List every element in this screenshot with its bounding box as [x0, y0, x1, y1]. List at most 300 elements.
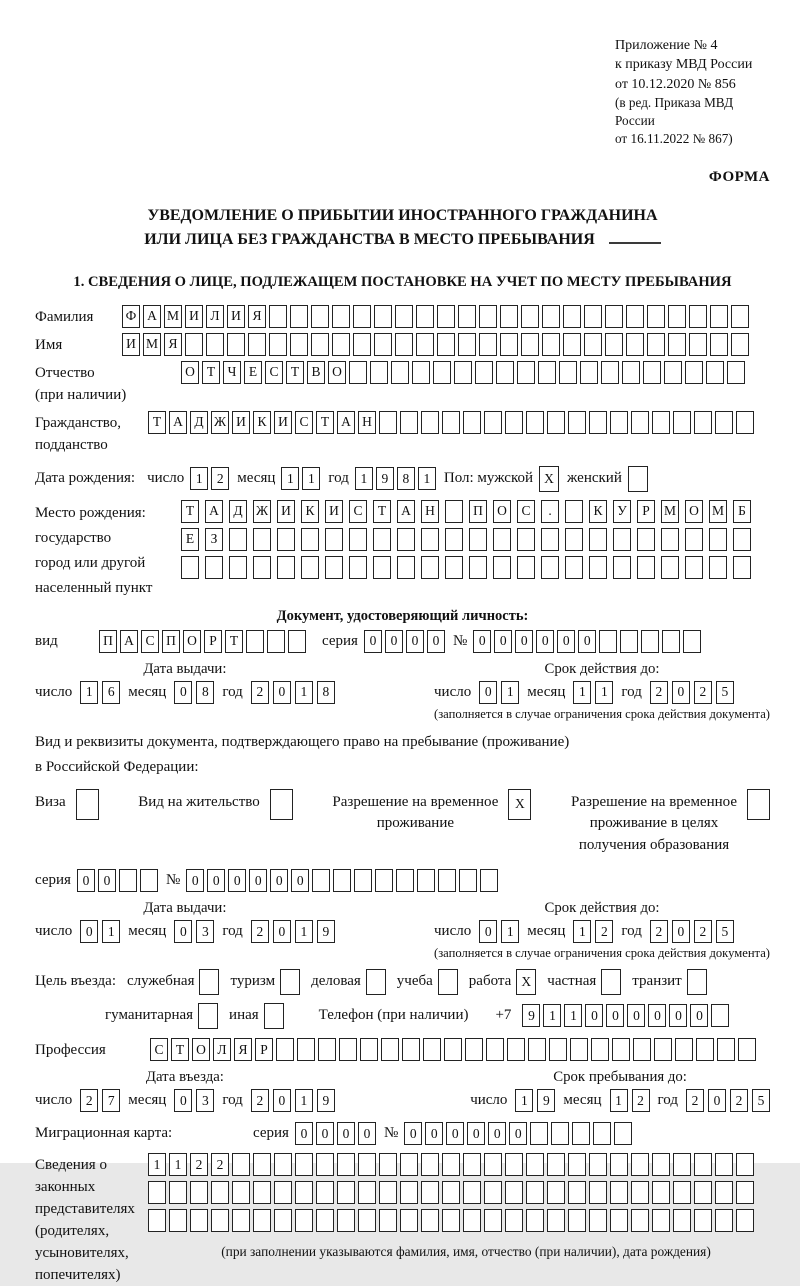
char-cell[interactable]: [301, 528, 319, 551]
char-cell[interactable]: [673, 1153, 691, 1176]
char-cell[interactable]: [358, 1153, 376, 1176]
char-cell[interactable]: [459, 869, 477, 892]
char-cell[interactable]: [232, 1153, 250, 1176]
char-cell[interactable]: 1: [295, 1089, 313, 1112]
char-cell[interactable]: Я: [248, 305, 266, 328]
char-cell[interactable]: 0: [174, 1089, 192, 1112]
char-cell[interactable]: 1: [169, 1153, 187, 1176]
char-cell[interactable]: [354, 869, 372, 892]
char-cell[interactable]: [486, 1038, 504, 1061]
char-cell[interactable]: [277, 528, 295, 551]
char-cell[interactable]: 2: [211, 467, 229, 490]
char-cell[interactable]: А: [205, 500, 223, 523]
char-cell[interactable]: 9: [537, 1089, 555, 1112]
char-cell[interactable]: С: [295, 411, 313, 434]
char-cell[interactable]: 1: [102, 920, 120, 943]
char-cell[interactable]: [421, 556, 439, 579]
char-cell[interactable]: [589, 1181, 607, 1204]
char-cell[interactable]: [505, 1181, 523, 1204]
char-cell[interactable]: 0: [479, 681, 497, 704]
char-cell[interactable]: Н: [358, 411, 376, 434]
char-cell[interactable]: [325, 556, 343, 579]
char-cell[interactable]: [694, 1209, 712, 1232]
char-cell[interactable]: [421, 1209, 439, 1232]
char-cell[interactable]: [205, 556, 223, 579]
char-cell[interactable]: [565, 528, 583, 551]
char-cell[interactable]: 0: [427, 630, 445, 653]
char-cell[interactable]: [325, 528, 343, 551]
char-cell[interactable]: [584, 333, 602, 356]
char-cell[interactable]: [465, 1038, 483, 1061]
char-cell[interactable]: [229, 556, 247, 579]
char-cell[interactable]: [227, 333, 245, 356]
char-cell[interactable]: [593, 1122, 611, 1145]
char-cell[interactable]: С: [141, 630, 159, 653]
char-cell[interactable]: [637, 528, 655, 551]
char-cell[interactable]: [661, 556, 679, 579]
char-cell[interactable]: К: [301, 500, 319, 523]
char-cell[interactable]: .: [541, 500, 559, 523]
char-cell[interactable]: [652, 1153, 670, 1176]
char-cell[interactable]: [400, 1181, 418, 1204]
char-cell[interactable]: 1: [573, 681, 591, 704]
char-cell[interactable]: [379, 1181, 397, 1204]
char-cell[interactable]: [253, 528, 271, 551]
char-cell[interactable]: [610, 1181, 628, 1204]
char-cell[interactable]: [647, 305, 665, 328]
char-cell[interactable]: 8: [317, 681, 335, 704]
char-cell[interactable]: [662, 630, 680, 653]
char-cell[interactable]: 1: [80, 681, 98, 704]
char-cell[interactable]: [731, 333, 749, 356]
char-cell[interactable]: И: [185, 305, 203, 328]
char-cell[interactable]: [731, 305, 749, 328]
char-cell[interactable]: [379, 1209, 397, 1232]
char-cell[interactable]: [253, 1181, 271, 1204]
char-cell[interactable]: 0: [479, 920, 497, 943]
char-cell[interactable]: [647, 333, 665, 356]
char-cell[interactable]: В: [307, 361, 325, 384]
char-cell[interactable]: [277, 556, 295, 579]
char-cell[interactable]: 0: [273, 1089, 291, 1112]
char-cell[interactable]: [458, 333, 476, 356]
char-cell[interactable]: [185, 333, 203, 356]
char-cell[interactable]: 0: [406, 630, 424, 653]
char-cell[interactable]: [668, 305, 686, 328]
char-cell[interactable]: [694, 1153, 712, 1176]
char-cell[interactable]: [526, 1181, 544, 1204]
checkbox-cell[interactable]: [199, 969, 219, 995]
char-cell[interactable]: 0: [509, 1122, 527, 1145]
char-cell[interactable]: 0: [585, 1004, 603, 1027]
char-cell[interactable]: Т: [373, 500, 391, 523]
char-cell[interactable]: [654, 1038, 672, 1061]
char-cell[interactable]: [631, 1209, 649, 1232]
char-cell[interactable]: М: [164, 305, 182, 328]
char-cell[interactable]: [267, 630, 285, 653]
char-cell[interactable]: [463, 411, 481, 434]
char-cell[interactable]: 0: [467, 1122, 485, 1145]
char-cell[interactable]: [517, 361, 535, 384]
char-cell[interactable]: [396, 869, 414, 892]
char-cell[interactable]: [715, 1209, 733, 1232]
char-cell[interactable]: [479, 333, 497, 356]
char-cell[interactable]: [711, 1004, 729, 1027]
char-cell[interactable]: [463, 1153, 481, 1176]
char-cell[interactable]: [547, 1181, 565, 1204]
char-cell[interactable]: [358, 1181, 376, 1204]
char-cell[interactable]: [526, 411, 544, 434]
char-cell[interactable]: 1: [418, 467, 436, 490]
char-cell[interactable]: 0: [207, 869, 225, 892]
char-cell[interactable]: [620, 630, 638, 653]
char-cell[interactable]: 0: [270, 869, 288, 892]
char-cell[interactable]: И: [232, 411, 250, 434]
char-cell[interactable]: [181, 556, 199, 579]
char-cell[interactable]: [589, 528, 607, 551]
char-cell[interactable]: [400, 411, 418, 434]
char-cell[interactable]: [442, 411, 460, 434]
char-cell[interactable]: [358, 1209, 376, 1232]
checkbox-cell[interactable]: [601, 969, 621, 995]
char-cell[interactable]: У: [613, 500, 631, 523]
char-cell[interactable]: 9: [317, 1089, 335, 1112]
char-cell[interactable]: [694, 411, 712, 434]
char-cell[interactable]: [715, 411, 733, 434]
char-cell[interactable]: [633, 1038, 651, 1061]
char-cell[interactable]: 1: [295, 681, 313, 704]
char-cell[interactable]: 0: [228, 869, 246, 892]
char-cell[interactable]: [673, 411, 691, 434]
char-cell[interactable]: А: [337, 411, 355, 434]
char-cell[interactable]: [373, 556, 391, 579]
char-cell[interactable]: [484, 1181, 502, 1204]
char-cell[interactable]: И: [325, 500, 343, 523]
checkbox-cell[interactable]: [366, 969, 386, 995]
char-cell[interactable]: 0: [473, 630, 491, 653]
char-cell[interactable]: С: [265, 361, 283, 384]
char-cell[interactable]: [484, 411, 502, 434]
char-cell[interactable]: Ф: [122, 305, 140, 328]
char-cell[interactable]: [421, 1181, 439, 1204]
char-cell[interactable]: 0: [186, 869, 204, 892]
char-cell[interactable]: [706, 361, 724, 384]
char-cell[interactable]: [421, 411, 439, 434]
char-cell[interactable]: 2: [686, 1089, 704, 1112]
char-cell[interactable]: 2: [650, 920, 668, 943]
char-cell[interactable]: Т: [225, 630, 243, 653]
char-cell[interactable]: [736, 1209, 754, 1232]
char-cell[interactable]: 8: [196, 681, 214, 704]
char-cell[interactable]: А: [397, 500, 415, 523]
char-cell[interactable]: [568, 1209, 586, 1232]
char-cell[interactable]: Т: [148, 411, 166, 434]
char-cell[interactable]: 0: [578, 630, 596, 653]
char-cell[interactable]: [493, 528, 511, 551]
char-cell[interactable]: 1: [595, 681, 613, 704]
char-cell[interactable]: [570, 1038, 588, 1061]
char-cell[interactable]: 2: [251, 1089, 269, 1112]
char-cell[interactable]: И: [122, 333, 140, 356]
char-cell[interactable]: [421, 528, 439, 551]
char-cell[interactable]: 1: [302, 467, 320, 490]
char-cell[interactable]: [433, 361, 451, 384]
char-cell[interactable]: [689, 333, 707, 356]
char-cell[interactable]: Е: [244, 361, 262, 384]
char-cell[interactable]: [505, 1209, 523, 1232]
char-cell[interactable]: [589, 1209, 607, 1232]
char-cell[interactable]: [312, 869, 330, 892]
char-cell[interactable]: 0: [488, 1122, 506, 1145]
char-cell[interactable]: О: [183, 630, 201, 653]
char-cell[interactable]: [601, 361, 619, 384]
char-cell[interactable]: Ж: [253, 500, 271, 523]
char-cell[interactable]: [438, 869, 456, 892]
char-cell[interactable]: 2: [595, 920, 613, 943]
char-cell[interactable]: [528, 1038, 546, 1061]
char-cell[interactable]: Р: [204, 630, 222, 653]
char-cell[interactable]: 0: [98, 869, 116, 892]
char-cell[interactable]: [370, 361, 388, 384]
char-cell[interactable]: [521, 305, 539, 328]
char-cell[interactable]: [206, 333, 224, 356]
char-cell[interactable]: [337, 1209, 355, 1232]
char-cell[interactable]: [526, 1209, 544, 1232]
char-cell[interactable]: [445, 556, 463, 579]
char-cell[interactable]: [253, 1153, 271, 1176]
char-cell[interactable]: О: [493, 500, 511, 523]
char-cell[interactable]: [311, 305, 329, 328]
char-cell[interactable]: 1: [573, 920, 591, 943]
char-cell[interactable]: [484, 1153, 502, 1176]
char-cell[interactable]: [316, 1209, 334, 1232]
char-cell[interactable]: [169, 1181, 187, 1204]
char-cell[interactable]: [316, 1181, 334, 1204]
char-cell[interactable]: [458, 305, 476, 328]
char-cell[interactable]: 0: [672, 920, 690, 943]
checkbox-cell[interactable]: [198, 1003, 218, 1029]
char-cell[interactable]: [542, 333, 560, 356]
char-cell[interactable]: М: [143, 333, 161, 356]
char-cell[interactable]: [626, 305, 644, 328]
char-cell[interactable]: Я: [164, 333, 182, 356]
char-cell[interactable]: [442, 1181, 460, 1204]
char-cell[interactable]: А: [143, 305, 161, 328]
char-cell[interactable]: [496, 361, 514, 384]
char-cell[interactable]: [493, 556, 511, 579]
checkbox-cell[interactable]: [747, 789, 770, 820]
char-cell[interactable]: [349, 528, 367, 551]
char-cell[interactable]: [437, 305, 455, 328]
char-cell[interactable]: 0: [295, 1122, 313, 1145]
char-cell[interactable]: [232, 1181, 250, 1204]
char-cell[interactable]: 0: [648, 1004, 666, 1027]
char-cell[interactable]: [479, 305, 497, 328]
char-cell[interactable]: [190, 1181, 208, 1204]
char-cell[interactable]: 1: [281, 467, 299, 490]
char-cell[interactable]: [395, 333, 413, 356]
char-cell[interactable]: 9: [317, 920, 335, 943]
char-cell[interactable]: [610, 1209, 628, 1232]
char-cell[interactable]: 1: [543, 1004, 561, 1027]
char-cell[interactable]: С: [349, 500, 367, 523]
char-cell[interactable]: [551, 1122, 569, 1145]
char-cell[interactable]: [565, 556, 583, 579]
char-cell[interactable]: [563, 305, 581, 328]
char-cell[interactable]: [288, 630, 306, 653]
char-cell[interactable]: [375, 869, 393, 892]
char-cell[interactable]: [652, 411, 670, 434]
char-cell[interactable]: [547, 1209, 565, 1232]
char-cell[interactable]: 2: [694, 681, 712, 704]
checkbox-cell[interactable]: [687, 969, 707, 995]
checkbox-cell[interactable]: [76, 789, 99, 820]
char-cell[interactable]: [463, 1181, 481, 1204]
char-cell[interactable]: [316, 1153, 334, 1176]
char-cell[interactable]: Т: [202, 361, 220, 384]
char-cell[interactable]: 1: [501, 681, 519, 704]
char-cell[interactable]: Д: [190, 411, 208, 434]
char-cell[interactable]: [507, 1038, 525, 1061]
char-cell[interactable]: [689, 305, 707, 328]
char-cell[interactable]: [332, 333, 350, 356]
char-cell[interactable]: [248, 333, 266, 356]
char-cell[interactable]: 0: [273, 681, 291, 704]
char-cell[interactable]: [696, 1038, 714, 1061]
char-cell[interactable]: [333, 869, 351, 892]
char-cell[interactable]: [400, 1153, 418, 1176]
char-cell[interactable]: 2: [650, 681, 668, 704]
char-cell[interactable]: [685, 556, 703, 579]
char-cell[interactable]: 2: [211, 1153, 229, 1176]
char-cell[interactable]: [589, 411, 607, 434]
char-cell[interactable]: [397, 556, 415, 579]
char-cell[interactable]: 1: [148, 1153, 166, 1176]
char-cell[interactable]: [549, 1038, 567, 1061]
char-cell[interactable]: [664, 361, 682, 384]
char-cell[interactable]: [568, 1153, 586, 1176]
char-cell[interactable]: [559, 361, 577, 384]
char-cell[interactable]: П: [99, 630, 117, 653]
char-cell[interactable]: [736, 1181, 754, 1204]
char-cell[interactable]: И: [277, 500, 295, 523]
char-cell[interactable]: Т: [286, 361, 304, 384]
checkbox-cell[interactable]: [438, 969, 458, 995]
char-cell[interactable]: [402, 1038, 420, 1061]
char-cell[interactable]: [274, 1153, 292, 1176]
char-cell[interactable]: 0: [672, 681, 690, 704]
char-cell[interactable]: [736, 411, 754, 434]
char-cell[interactable]: [295, 1181, 313, 1204]
char-cell[interactable]: Я: [234, 1038, 252, 1061]
char-cell[interactable]: [500, 333, 518, 356]
checkbox-cell[interactable]: [628, 466, 648, 492]
char-cell[interactable]: [612, 1038, 630, 1061]
char-cell[interactable]: [374, 333, 392, 356]
char-cell[interactable]: 1: [564, 1004, 582, 1027]
char-cell[interactable]: [605, 333, 623, 356]
char-cell[interactable]: [373, 528, 391, 551]
char-cell[interactable]: [710, 305, 728, 328]
char-cell[interactable]: [580, 361, 598, 384]
char-cell[interactable]: 0: [80, 920, 98, 943]
char-cell[interactable]: 0: [273, 920, 291, 943]
char-cell[interactable]: [637, 556, 655, 579]
char-cell[interactable]: [445, 500, 463, 523]
char-cell[interactable]: [733, 556, 751, 579]
char-cell[interactable]: 0: [174, 681, 192, 704]
char-cell[interactable]: [614, 1122, 632, 1145]
char-cell[interactable]: С: [150, 1038, 168, 1061]
char-cell[interactable]: 0: [316, 1122, 334, 1145]
char-cell[interactable]: 0: [669, 1004, 687, 1027]
char-cell[interactable]: 0: [708, 1089, 726, 1112]
char-cell[interactable]: [500, 305, 518, 328]
char-cell[interactable]: М: [661, 500, 679, 523]
char-cell[interactable]: [568, 411, 586, 434]
char-cell[interactable]: 0: [249, 869, 267, 892]
char-cell[interactable]: 3: [196, 920, 214, 943]
char-cell[interactable]: [379, 1153, 397, 1176]
char-cell[interactable]: [733, 528, 751, 551]
char-cell[interactable]: [526, 1153, 544, 1176]
char-cell[interactable]: [353, 333, 371, 356]
char-cell[interactable]: Т: [181, 500, 199, 523]
char-cell[interactable]: 1: [190, 467, 208, 490]
char-cell[interactable]: [631, 1153, 649, 1176]
char-cell[interactable]: [675, 1038, 693, 1061]
char-cell[interactable]: [276, 1038, 294, 1061]
char-cell[interactable]: [397, 528, 415, 551]
char-cell[interactable]: [454, 361, 472, 384]
char-cell[interactable]: 0: [557, 630, 575, 653]
char-cell[interactable]: 9: [522, 1004, 540, 1027]
char-cell[interactable]: [661, 528, 679, 551]
char-cell[interactable]: Т: [316, 411, 334, 434]
char-cell[interactable]: К: [253, 411, 271, 434]
char-cell[interactable]: [685, 361, 703, 384]
char-cell[interactable]: 0: [606, 1004, 624, 1027]
char-cell[interactable]: П: [469, 500, 487, 523]
char-cell[interactable]: [295, 1209, 313, 1232]
char-cell[interactable]: 2: [632, 1089, 650, 1112]
char-cell[interactable]: [605, 305, 623, 328]
char-cell[interactable]: [547, 1153, 565, 1176]
char-cell[interactable]: [360, 1038, 378, 1061]
char-cell[interactable]: [480, 869, 498, 892]
char-cell[interactable]: [469, 556, 487, 579]
char-cell[interactable]: [445, 528, 463, 551]
char-cell[interactable]: Л: [213, 1038, 231, 1061]
char-cell[interactable]: [253, 556, 271, 579]
char-cell[interactable]: [563, 333, 581, 356]
char-cell[interactable]: 0: [425, 1122, 443, 1145]
char-cell[interactable]: [568, 1181, 586, 1204]
char-cell[interactable]: [517, 528, 535, 551]
char-cell[interactable]: [710, 333, 728, 356]
char-cell[interactable]: Ч: [223, 361, 241, 384]
char-cell[interactable]: [631, 1181, 649, 1204]
char-cell[interactable]: Ж: [211, 411, 229, 434]
char-cell[interactable]: 5: [716, 920, 734, 943]
char-cell[interactable]: [274, 1209, 292, 1232]
char-cell[interactable]: 0: [404, 1122, 422, 1145]
checkbox-cell[interactable]: X: [539, 466, 559, 492]
char-cell[interactable]: [715, 1153, 733, 1176]
char-cell[interactable]: [565, 500, 583, 523]
char-cell[interactable]: Е: [181, 528, 199, 551]
checkbox-cell[interactable]: [264, 1003, 284, 1029]
